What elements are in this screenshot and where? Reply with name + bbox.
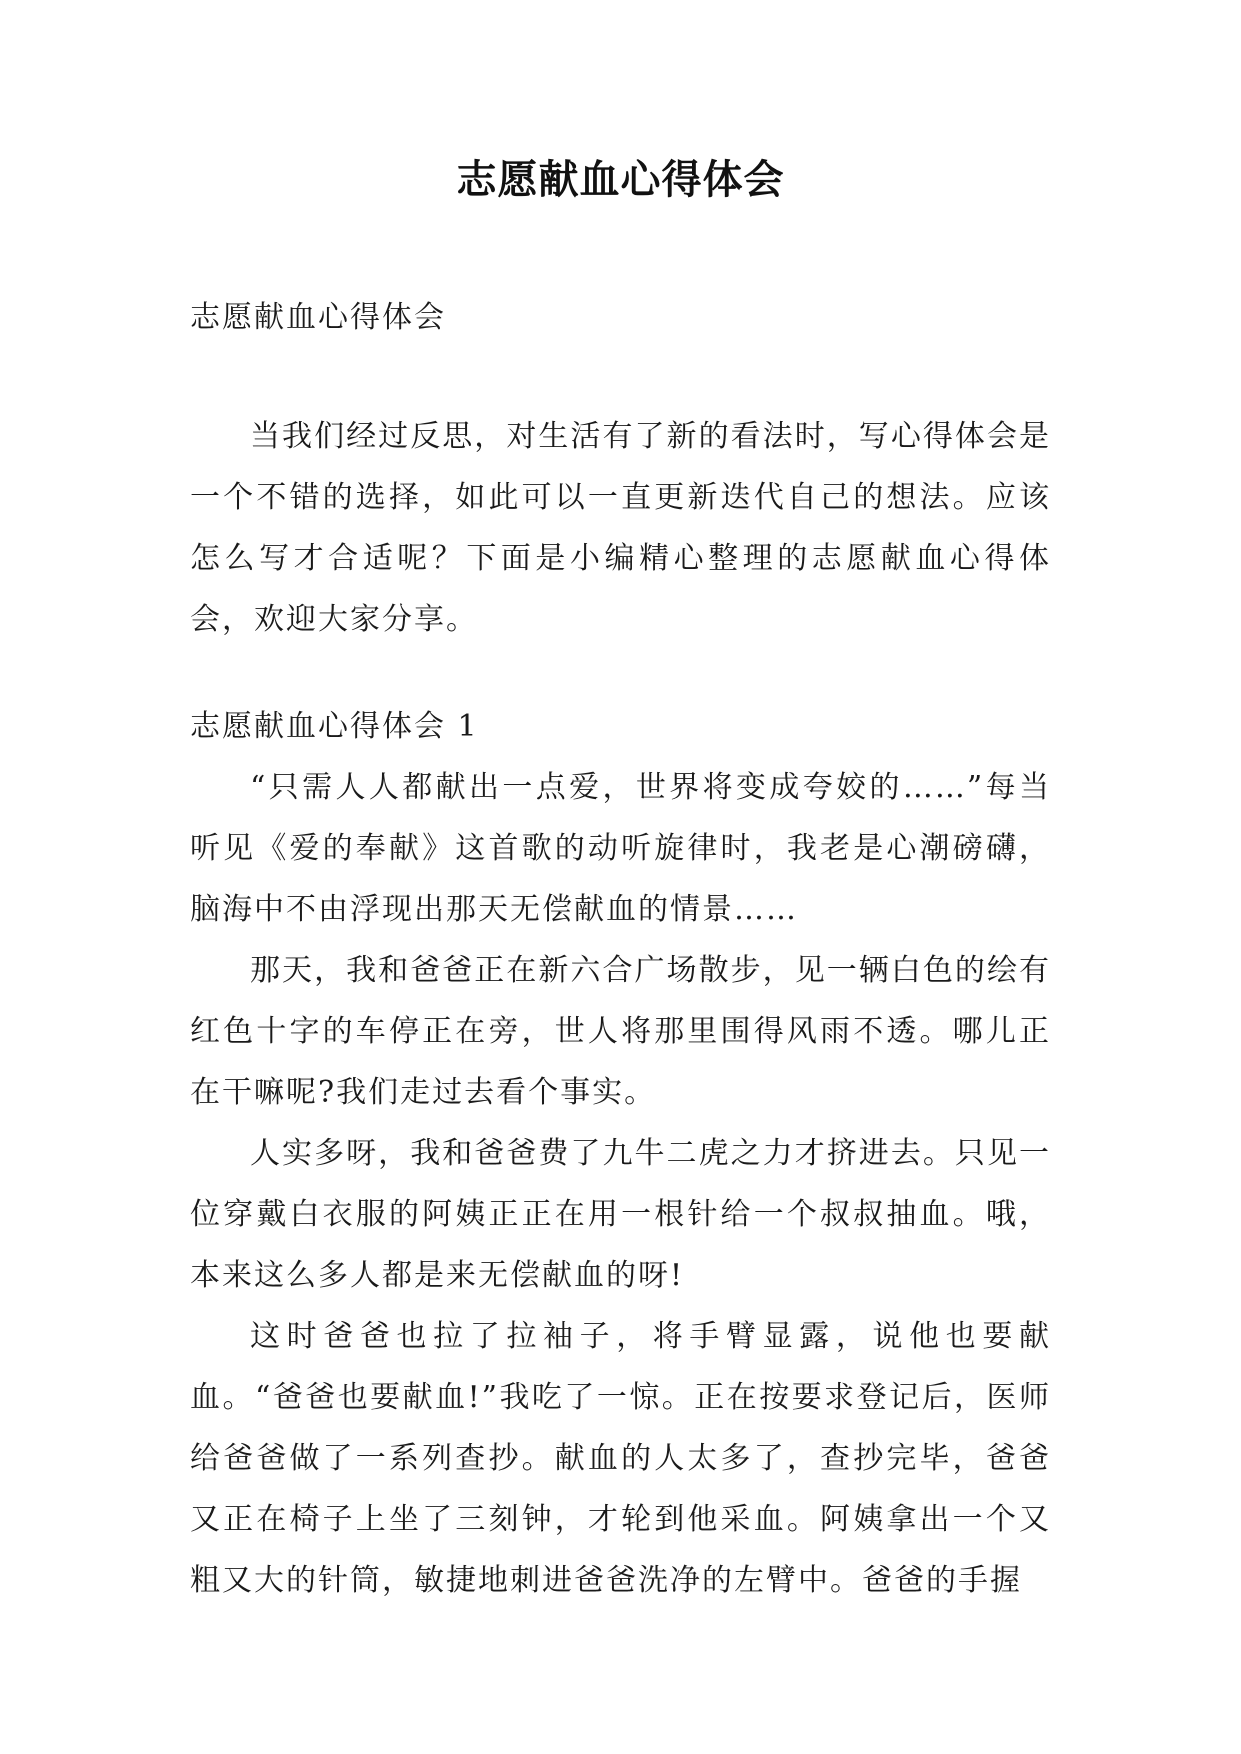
document-title: 志愿献血心得体会 — [456, 157, 785, 203]
intro-paragraph: 当我们经过反思，对生活有了新的看法时，写心得体会是一个不错的选择，如此可以一直更新迭代自己的想法。应该怎么写才合适呢？下面是小编精心整理的志愿献血心得体会，欢迎大家分享。 — [190, 419, 1051, 637]
section-1-heading: 志愿献血心得体会 1 — [190, 709, 479, 744]
section-1-paragraph-1: “只需人人都献出一点爱，世界将变成夸姣的……”每当听见《爱的奉献》这首歌的动听旋律时，我老是心潮磅礴，脑海中不由浮现出那天无偿献血的情景…… — [190, 770, 1051, 927]
section-1-paragraph-2: 那天，我和爸爸正在新六合广场散步，见一辆白色的绘有红色十字的车停正在旁，世人将那里围得风雨不透。哪儿正在干嘛呢?我们走过去看个事实。 — [190, 953, 1051, 1110]
section-1-paragraph-4: 这时爸爸也拉了拉袖子，将手臂显露，说他也要献血。“爸爸也要献血!”我吃了一惊。正在按要求登记后，医师给爸爸做了一系列查抄。献血的人太多了，查抄完毕，爸爸又正在椅子上坐了三刻钟，才轮到他采血。阿姨拿出一个又粗又大的针筒，敏捷地刺进爸爸洗净的左臂中。爸爸的手握 — [190, 1319, 1051, 1598]
section-1-paragraph-3: 人实多呀，我和爸爸费了九牛二虎之力才挤进去。只见一位穿戴白衣服的阿姨正正在用一根针给一个叔叔抽血。哦，本来这么多人都是来无偿献血的呀! — [190, 1136, 1051, 1293]
intro-block — [190, 406, 1051, 650]
section-1 — [190, 696, 1051, 1611]
document-subtitle: 志愿献血心得体会 — [190, 300, 446, 335]
